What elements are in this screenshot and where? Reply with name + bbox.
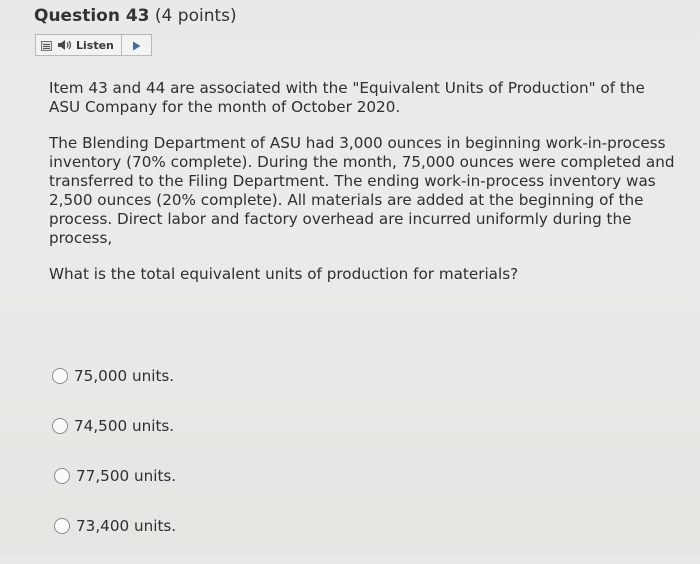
radio-button[interactable] [52, 368, 68, 384]
question-body [49, 79, 679, 284]
intro-text: Item 43 and 44 are associated with the "Equivalent Units of Production" of the ASU Company for the month of October 2020. [49, 79, 645, 116]
question-title [34, 6, 237, 26]
menu-icon [41, 36, 52, 55]
question-number: Question 43 [34, 6, 150, 26]
menu-button[interactable] [39, 35, 53, 55]
radio-button[interactable] [54, 518, 70, 534]
radio-button[interactable] [52, 418, 68, 434]
question-prompt: What is the total equivalent units of production for materials? [49, 265, 519, 283]
option-label: 77,500 units. [76, 467, 177, 485]
listen-widget [35, 34, 152, 56]
option-label: 74,500 units. [74, 417, 175, 435]
question-points: (4 points) [154, 6, 237, 26]
answer-option[interactable] [52, 364, 176, 388]
answer-option[interactable] [52, 414, 176, 438]
option-label: 73,400 units. [76, 517, 177, 535]
listen-button[interactable] [53, 35, 122, 55]
play-icon [132, 36, 141, 55]
option-label: 75,000 units. [74, 367, 175, 385]
listen-label: Listen [76, 38, 114, 52]
scenario-text: The Blending Department of ASU had 3,000 ounces in beginning work-in-process inventory (70% complete). During the month, 75,000 ounces were completed and transferred to the Filing Department. The ending work-in-process inventory was 2,500 ounces (20% complete). All materials are added at the beginning of the process. Direct labor and factory overhead are incurred uniformly during the process, [49, 134, 675, 247]
radio-button[interactable] [54, 468, 70, 484]
speaker-icon [57, 36, 73, 55]
answer-options [52, 364, 176, 564]
answer-option[interactable] [54, 514, 176, 538]
answer-option[interactable] [54, 464, 176, 488]
play-button[interactable] [122, 35, 151, 55]
